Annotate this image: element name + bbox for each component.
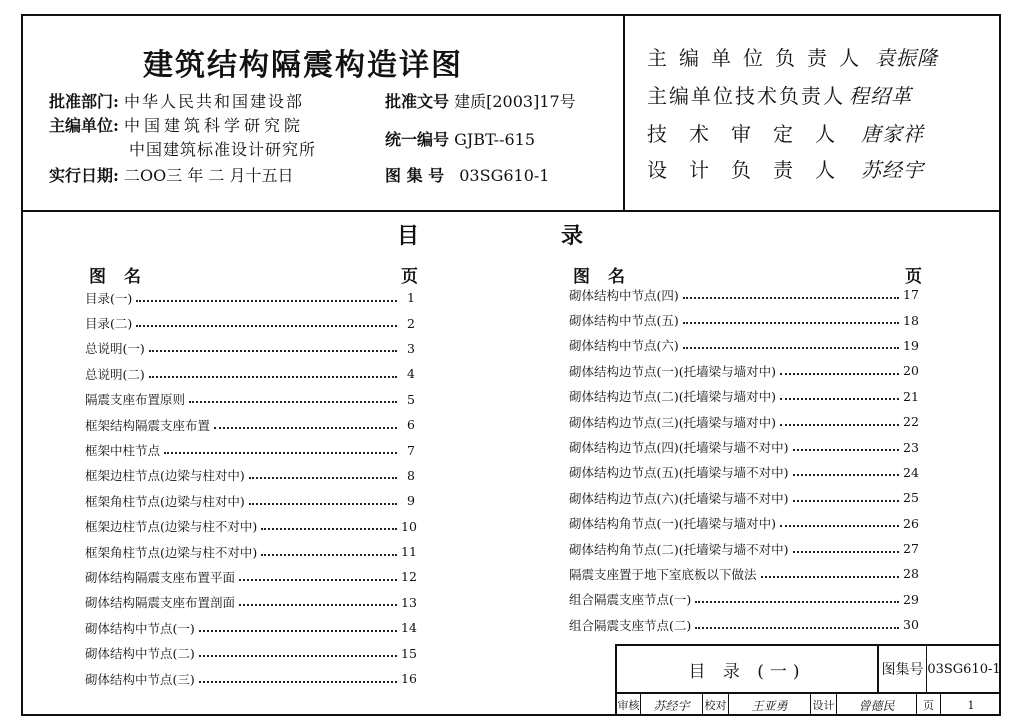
toc-item-label: 总说明(二) xyxy=(85,366,145,382)
toc-item xyxy=(569,587,917,612)
col-name-right: 图名 xyxy=(573,267,643,287)
leader-dots xyxy=(761,570,899,578)
toc-item xyxy=(85,666,415,691)
toc-item-label: 目录(一) xyxy=(85,290,133,306)
signature-name: 苏经宇 xyxy=(861,158,924,182)
toc-item-page: 3 xyxy=(407,340,415,356)
leader-dots xyxy=(199,649,397,657)
toc-title-right: 录 xyxy=(561,223,584,249)
toc-item xyxy=(569,409,917,434)
toc-item xyxy=(85,437,415,462)
toc-list-left xyxy=(85,285,415,691)
toc-item xyxy=(569,536,917,561)
leader-dots xyxy=(199,624,397,632)
approval-dept: 批准部门: 中华人民共和国建设部 xyxy=(49,92,305,111)
toc-item-label: 砌体结构隔震支座布置剖面 xyxy=(85,595,236,611)
toc-item-page: 1 xyxy=(407,290,415,306)
leader-dots xyxy=(780,418,899,426)
toc-item-page: 5 xyxy=(407,391,415,407)
toc-item xyxy=(569,384,917,409)
toc-item-page: 30 xyxy=(903,617,919,633)
toc-item-label: 框架角柱节点(边梁与柱不对中) xyxy=(85,544,258,560)
toc-item-label: 砌体结构中节点(二) xyxy=(85,646,195,662)
toc-item-page: 23 xyxy=(903,439,919,455)
leader-dots xyxy=(793,545,899,553)
toc-item xyxy=(569,333,917,358)
signature-row: 主编单位负责人 袁振隆 xyxy=(647,46,938,70)
editor-unit: 主编单位: 中国建筑科学研究院 xyxy=(49,116,305,135)
toc-item xyxy=(85,310,415,335)
signature-name: 唐家祥 xyxy=(861,122,924,146)
toc-item-label: 组合隔震支座节点(二) xyxy=(569,617,692,633)
toc-item-label: 框架中柱节点 xyxy=(85,443,161,459)
leader-dots xyxy=(793,468,899,476)
leader-dots xyxy=(214,421,397,429)
toc-title-left: 目 xyxy=(397,223,420,249)
page-label: 页 xyxy=(917,694,941,716)
toc-item-label: 砌体结构边节点(一)(托墙梁与墙对中) xyxy=(569,363,777,379)
toc-item-page: 6 xyxy=(407,417,415,433)
leader-dots xyxy=(780,367,899,375)
toc-item-label: 组合隔震支座节点(一) xyxy=(569,592,692,608)
leader-dots xyxy=(683,291,899,299)
toc-item xyxy=(569,358,917,383)
col-name-left: 图名 xyxy=(89,267,159,287)
toc-item-page: 18 xyxy=(903,312,919,328)
toc-item xyxy=(85,336,415,361)
toc-item-page: 16 xyxy=(401,671,417,687)
signature-row: 技术审定人 唐家祥 xyxy=(647,122,924,146)
leader-dots xyxy=(199,675,397,683)
toc-item xyxy=(569,612,917,637)
signature-row: 主编单位技术负责人 程绍革 xyxy=(647,84,912,108)
toc-item-label: 砌体结构边节点(二)(托墙梁与墙对中) xyxy=(569,389,777,405)
toc-item xyxy=(85,615,415,640)
title-block-atlas-label: 图集号 xyxy=(879,646,927,694)
toc-item-page: 10 xyxy=(401,518,417,534)
toc-item-page: 8 xyxy=(407,467,415,483)
toc-item-label: 砌体结构角节点(一)(托墙梁与墙对中) xyxy=(569,516,777,532)
leader-dots xyxy=(261,548,397,556)
toc-item-label: 砌体结构边节点(五)(托墙梁与墙不对中) xyxy=(569,465,789,481)
toc-item-page: 22 xyxy=(903,414,919,430)
leader-dots xyxy=(164,446,397,454)
toc-item-label: 目录(二) xyxy=(85,316,133,332)
editor-unit-2: 中国建筑标准设计研究所 xyxy=(129,140,317,159)
signature-name: 程绍革 xyxy=(849,84,912,108)
page-title: 建筑结构隔震构造详图 xyxy=(143,48,463,83)
leader-dots xyxy=(136,294,397,302)
toc-item-label: 砌体结构中节点(五) xyxy=(569,313,679,329)
effective-date: 实行日期: 二OO三 年 二 月十五日 xyxy=(49,166,294,185)
review-name: 苏经宇 xyxy=(641,694,703,716)
toc-item-label: 砌体结构隔震支座布置平面 xyxy=(85,569,236,585)
check-label: 校对 xyxy=(703,694,729,716)
toc-item xyxy=(85,514,415,539)
toc-item xyxy=(569,282,917,307)
toc-item-page: 19 xyxy=(903,337,919,353)
toc-item-page: 2 xyxy=(407,315,415,331)
toc-item-label: 总说明(一) xyxy=(85,341,145,357)
toc-item-page: 25 xyxy=(903,490,919,506)
atlas-no: 图 集 号 03SG610-1 xyxy=(385,166,550,185)
toc-item-label: 砌体结构中节点(三) xyxy=(85,671,195,687)
toc-item xyxy=(85,564,415,589)
toc-item-page: 24 xyxy=(903,464,919,480)
toc-item-page: 11 xyxy=(401,544,417,560)
toc-item-label: 砌体结构中节点(六) xyxy=(569,338,679,354)
approval-doc-no: 批准文号 建质[2003]17号 xyxy=(385,92,576,111)
toc-item xyxy=(85,285,415,310)
leader-dots xyxy=(249,497,397,505)
toc-item-page: 9 xyxy=(407,493,415,509)
toc-item-label: 隔震支座置于地下室底板以下做法 xyxy=(569,566,757,582)
leader-dots xyxy=(239,598,397,606)
toc-item-label: 砌体结构边节点(三)(托墙梁与墙对中) xyxy=(569,414,777,430)
toc-item-label: 框架角柱节点(边梁与柱对中) xyxy=(85,493,245,509)
toc-item xyxy=(85,640,415,665)
toc-item-label: 隔震支座布置原则 xyxy=(85,392,186,408)
toc-item-page: 14 xyxy=(401,620,417,636)
toc-item-page: 26 xyxy=(903,515,919,531)
toc-item-page: 4 xyxy=(407,366,415,382)
review-label: 审核 xyxy=(617,694,641,716)
toc-item-page: 7 xyxy=(407,442,415,458)
toc-item xyxy=(569,307,917,332)
check-name: 王亚勇 xyxy=(729,694,811,716)
leader-dots xyxy=(239,573,397,581)
toc-item-label: 砌体结构边节点(四)(托墙梁与墙不对中) xyxy=(569,440,789,456)
leader-dots xyxy=(780,519,899,527)
leader-dots xyxy=(136,319,397,327)
leader-dots xyxy=(683,316,899,324)
leader-dots xyxy=(695,595,899,603)
toc-item-page: 21 xyxy=(903,388,919,404)
toc-item xyxy=(85,387,415,412)
toc-item xyxy=(569,511,917,536)
toc-list-right xyxy=(569,282,917,637)
design-name: 曾德民 xyxy=(837,694,917,716)
title-block-atlas-value: 03SG610-1 xyxy=(927,646,1001,694)
col-page-right: 页 xyxy=(905,267,922,287)
title-block-sign-row xyxy=(617,694,1001,716)
design-label: 设计 xyxy=(811,694,837,716)
toc-item-page: 15 xyxy=(401,645,417,661)
toc-item-page: 17 xyxy=(903,287,919,303)
col-page-left: 页 xyxy=(401,267,418,287)
leader-dots xyxy=(793,494,899,502)
toc-item xyxy=(569,434,917,459)
leader-dots xyxy=(261,522,397,530)
toc-item xyxy=(85,590,415,615)
uniform-no: 统一编号 GJBT--615 xyxy=(385,130,536,149)
leader-dots xyxy=(189,395,397,403)
toc-item-page: 29 xyxy=(903,591,919,607)
signature-row: 设计负责人 苏经宇 xyxy=(647,158,924,182)
drawing-sheet xyxy=(21,14,1001,716)
toc-item-page: 13 xyxy=(401,594,417,610)
toc-item-label: 框架边柱节点(边梁与柱对中) xyxy=(85,468,245,484)
toc-item-label: 砌体结构角节点(二)(托墙梁与墙不对中) xyxy=(569,541,789,557)
toc-item xyxy=(569,460,917,485)
title-block-title: 目 录 (一) xyxy=(617,646,879,694)
leader-dots xyxy=(793,443,899,451)
toc-item-page: 28 xyxy=(903,566,919,582)
toc-item-label: 框架边柱节点(边梁与柱不对中) xyxy=(85,519,258,535)
toc-item xyxy=(85,361,415,386)
leader-dots xyxy=(149,370,397,378)
toc-item-label: 砌体结构中节点(一) xyxy=(85,620,195,636)
header-left xyxy=(23,16,625,210)
leader-dots xyxy=(695,621,899,629)
toc-item xyxy=(85,488,415,513)
leader-dots xyxy=(249,471,397,479)
leader-dots xyxy=(780,392,899,400)
toc-item-page: 12 xyxy=(401,569,417,585)
toc-item xyxy=(569,485,917,510)
signature-name: 袁振隆 xyxy=(875,46,938,70)
toc-item xyxy=(569,561,917,586)
page-value: 1 xyxy=(967,698,975,712)
toc-item xyxy=(85,412,415,437)
toc-item-label: 框架结构隔震支座布置 xyxy=(85,417,211,433)
toc-item xyxy=(85,539,415,564)
header-block xyxy=(23,16,999,212)
toc-item xyxy=(85,463,415,488)
toc-item-page: 20 xyxy=(903,363,919,379)
leader-dots xyxy=(149,344,397,352)
title-block xyxy=(615,644,1001,716)
leader-dots xyxy=(683,341,899,349)
toc-item-label: 砌体结构中节点(四) xyxy=(569,287,679,303)
toc-item-label: 砌体结构边节点(六)(托墙梁与墙不对中) xyxy=(569,490,789,506)
toc-item-page: 27 xyxy=(903,541,919,557)
